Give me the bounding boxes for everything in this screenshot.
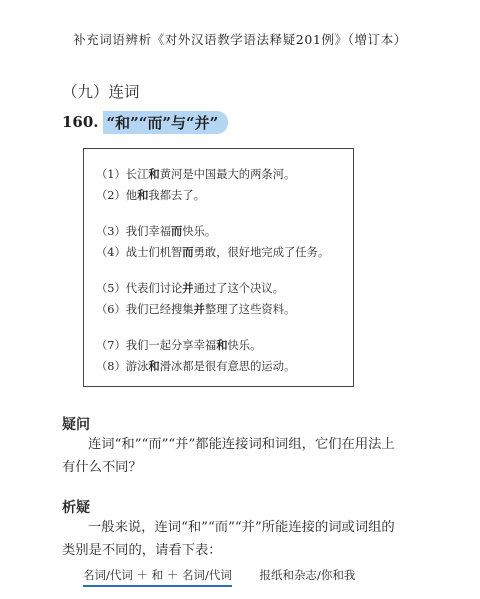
example-text-after: 快乐。 (182, 225, 217, 238)
example-text-before: 我们已经搜集 (125, 303, 194, 316)
example-keyword: 而 (182, 245, 194, 259)
example-number: （5） (96, 282, 126, 295)
example-number: （2） (96, 189, 126, 202)
table-example: 报纸和杂志/你和我 (259, 568, 356, 582)
example-text-before: 我们一起分享幸福 (125, 339, 217, 352)
example-keyword: 和 (216, 338, 228, 352)
running-head: 补充词语辨析《对外汉语教学语法释疑201例》（增订本） (73, 32, 407, 47)
question-text: 连词“和”“而”“并”都能连接词和词组，它们在用法上有什么不同？ (62, 437, 395, 475)
example-text-after: 整理了这些资料。 (204, 303, 296, 316)
example-text-after: 快乐。 (227, 339, 262, 352)
example-keyword: 和 (148, 167, 160, 181)
example-text-after: 滑冰都是很有意思的运动。 (159, 360, 296, 373)
table-row (83, 567, 355, 587)
item-title: “和”“而”与“并” (103, 111, 229, 134)
example-keyword: 和 (137, 188, 149, 202)
example-keyword: 而 (171, 224, 183, 238)
analysis-heading: 析疑 (62, 500, 90, 516)
example-text-before: 代表们讨论 (125, 282, 183, 295)
section-title: （九）连词 (62, 83, 140, 101)
example-keyword: 和 (148, 359, 160, 373)
example-text-after: 黄河是中国最大的两条河。 (159, 168, 296, 181)
item-number: 160. (62, 113, 99, 131)
example-number: （1） (96, 168, 126, 181)
example-text-before: 我们幸福 (125, 225, 171, 238)
example-text-after: 勇敢，很好地完成了任务。 (193, 246, 330, 259)
table-pattern: 名词/代词 ＋ 和 ＋ 名词/代词 (83, 567, 232, 587)
example-text-before: 他 (125, 189, 138, 202)
example-text-before: 游泳 (125, 360, 149, 373)
example-number: （6） (96, 303, 126, 316)
example-number: （8） (96, 360, 126, 373)
example-sentence (96, 301, 295, 317)
analysis-text: 一般来说，连词“和”“而”“并”所能连接的词或词组的类别是不同的，请看下表： (62, 520, 395, 558)
example-sentence (96, 223, 216, 239)
example-text-after: 通过了这个决议。 (193, 282, 284, 295)
example-text-after: 我都去了。 (148, 189, 205, 202)
example-sentence (96, 280, 284, 296)
example-sentence (96, 166, 295, 182)
example-sentence (96, 337, 261, 353)
question-heading: 疑问 (62, 417, 90, 433)
item-heading (62, 111, 228, 133)
example-box (83, 148, 354, 387)
example-sentence (96, 187, 205, 203)
example-number: （7） (96, 339, 126, 352)
example-number: （4） (96, 246, 126, 259)
example-text-before: 战士们机智 (125, 246, 183, 259)
example-text-before: 长江 (125, 168, 149, 181)
example-number: （3） (96, 225, 126, 238)
example-keyword: 并 (193, 302, 205, 316)
example-sentence (96, 358, 295, 374)
example-keyword: 并 (182, 281, 194, 295)
example-sentence (96, 244, 329, 260)
